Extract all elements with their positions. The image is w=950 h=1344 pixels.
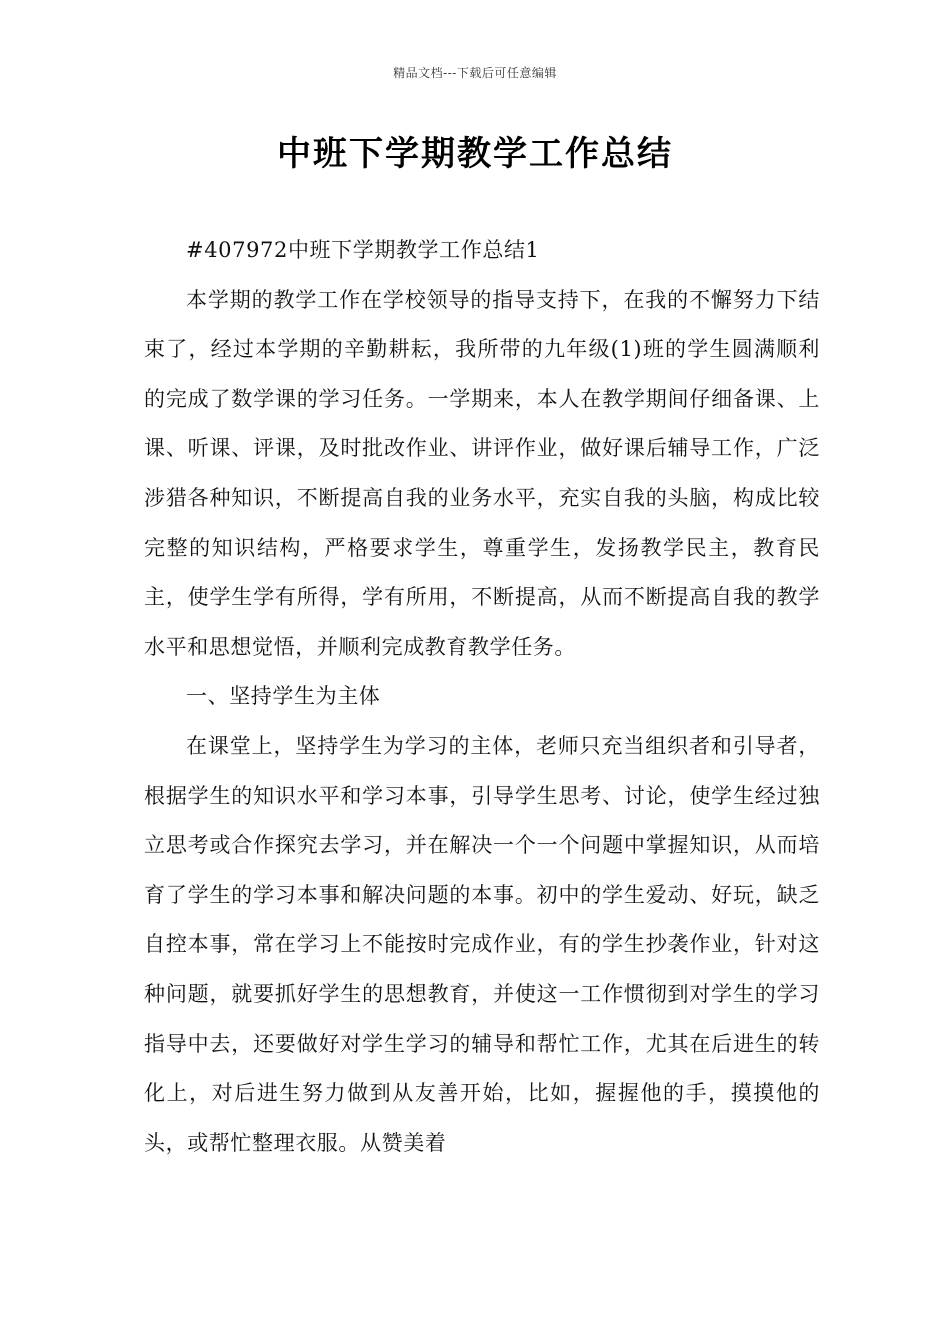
section-heading: 一、坚持学生为主体 <box>186 684 381 709</box>
body-paragraph: 本学期的教学工作在学校领导的指导支持下，在我的不懈努力下结束了，经过本学期的辛勤耕耘，我所带的九年级(1)班的学生圆满顺利的完成了数学课的学习任务。一学期来，本人在教学期间仔细备课、上课、听课、评课，及时批改作业、讲评作业，做好课后辅导工作，广泛涉猎各种知识，不断提高自我的业务水平，充实自我的头脑，构成比较完整的知识结构，严格要求学生，尊重学生，发扬教学民主，教育民主，使学生学有所得，学有所用，不断提高，从而不断提高自我的教学水平和思想觉悟，并顺利完成教育教学任务。 <box>144 287 820 659</box>
document-body <box>144 226 820 1168</box>
document-title: 中班下学期教学工作总结 <box>277 134 673 174</box>
header-note: 精品文档---下载后可任意编辑 <box>393 66 557 80</box>
body-paragraph: 在课堂上，坚持学生为学习的主体，老师只充当组织者和引导者，根据学生的知识水平和学习本事，引导学生思考、讨论，使学生经过独立思考或合作探究去学习，并在解决一个一个问题中掌握知识，从而培育了学生的学习本事和解决问题的本事。初中的学生爱动、好玩，缺乏自控本事，常在学习上不能按时完成作业，有的学生抄袭作业，针对这种问题，就要抓好学生的思想教育，并使这一工作惯彻到对学生的学习指导中去，还要做好对学生学习的辅导和帮忙工作，尤其在后进生的转化上，对后进生努力做到从友善开始，比如，握握他的手，摸摸他的头，或帮忙整理衣服。从赞美着 <box>144 733 820 1155</box>
section-heading: #407972中班下学期教学工作总结1 <box>186 238 540 262</box>
